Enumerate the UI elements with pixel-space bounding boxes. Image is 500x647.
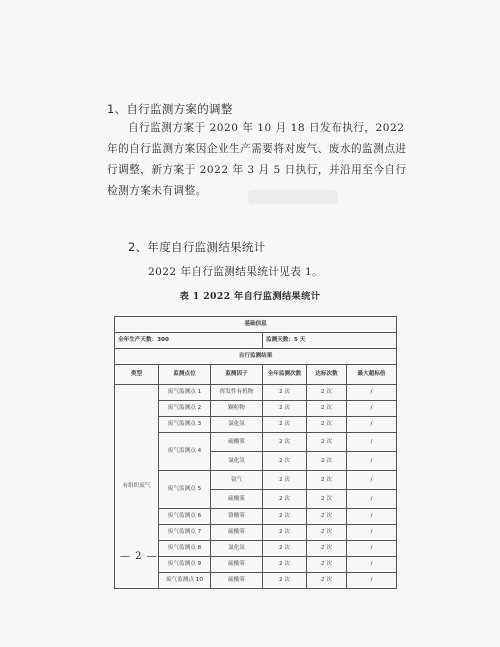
header-site: 监测点位 [159,365,211,385]
standard-cell: 2 次 [307,490,347,509]
section-2-intro: 2022 年自行监测结果统计见表 1。 [148,266,324,278]
max-cell: / [347,452,397,471]
header-max-exceed: 最大超标倍 [347,365,397,385]
factor-cell: 硫酸雾 [211,433,263,452]
max-cell: / [347,490,397,509]
max-cell: / [347,557,397,573]
max-cell: / [347,433,397,452]
basic-info-title: 基础信息 [115,317,397,333]
max-cell: / [347,573,397,589]
header-annual-count: 全年监测次数 [263,365,307,385]
count-cell: 2 次 [263,490,307,509]
site-cell: 废气监测点 10 [159,573,211,589]
table-row [115,385,397,401]
factor-cell: 硫酸雾 [211,557,263,573]
site-cell: 废气监测点 7 [159,525,211,541]
count-cell: 2 次 [263,541,307,557]
standard-cell: 2 次 [307,385,347,401]
factor-cell: 氯化氢 [211,541,263,557]
factor-cell: 挥发性有机物 [211,385,263,401]
count-cell: 2 次 [263,573,307,589]
section-1-paragraph: 自行监测方案于 2020 年 10 月 18 日发布执行，2022 年的自行监测方案因企业生产需要将对废气、废水的监测点进行调整，新方案于 2022 年 3 月 5 日执行，并沿用至今自行检测方案未有调整。 [107,122,407,197]
factor-cell: 硫酸雾 [211,490,263,509]
count-cell: 2 次 [263,385,307,401]
standard-cell: 2 次 [307,525,347,541]
site-cell: 废气监测点 8 [159,541,211,557]
site-cell: 废气监测点 4 [159,433,211,471]
count-cell: 2 次 [263,417,307,433]
factor-cell: 硫酸雾 [211,525,263,541]
count-cell: 2 次 [263,433,307,452]
max-cell: / [347,541,397,557]
count-cell: 2 次 [263,401,307,417]
table-row [115,333,397,349]
page-number: — 2 — [120,551,158,562]
site-cell: 废气监测点 3 [159,417,211,433]
standard-cell: 2 次 [307,573,347,589]
header-type: 类型 [115,365,159,385]
factor-cell: 氨气 [211,471,263,490]
site-cell: 废气监测点 1 [159,385,211,401]
count-cell: 2 次 [263,452,307,471]
header-standard-count: 达标次数 [307,365,347,385]
standard-cell: 2 次 [307,401,347,417]
count-cell: 2 次 [263,471,307,490]
max-cell: / [347,509,397,525]
monitoring-results-table [114,316,397,589]
site-cell: 废气监测点 5 [159,471,211,509]
site-cell: 废气监测点 2 [159,401,211,417]
factor-cell: 氯化氢 [211,417,263,433]
table-row [115,317,397,333]
factor-cell: 颗粒物 [211,401,263,417]
count-cell: 2 次 [263,525,307,541]
max-cell: / [347,471,397,490]
table-header-row [115,365,397,385]
standard-cell: 2 次 [307,509,347,525]
table-row [115,349,397,365]
site-cell: 废气监测点 9 [159,557,211,573]
section-1-heading: 1、自行监测方案的调整 [107,102,233,116]
max-cell: / [347,401,397,417]
standard-cell: 2 次 [307,452,347,471]
header-factor: 监测因子 [211,365,263,385]
max-cell: / [347,525,397,541]
factor-cell: 氯化氢 [211,452,263,471]
category-cell: 有组织废气 [115,385,159,589]
factor-cell: 硫酸雾 [211,573,263,589]
standard-cell: 2 次 [307,541,347,557]
site-cell: 废气监测点 6 [159,509,211,525]
max-cell: / [347,385,397,401]
standard-cell: 2 次 [307,417,347,433]
count-cell: 2 次 [263,509,307,525]
standard-cell: 2 次 [307,471,347,490]
count-cell: 2 次 [263,557,307,573]
standard-cell: 2 次 [307,433,347,452]
results-title: 自行监测结果 [115,349,397,365]
monitoring-days: 监测天数：5 天 [263,333,397,349]
table-caption: 表 1 2022 年自行监测结果统计 [179,291,321,302]
max-cell: / [347,417,397,433]
production-days: 全年生产天数：300 [115,333,263,349]
factor-cell: 铬酸雾 [211,509,263,525]
standard-cell: 2 次 [307,557,347,573]
section-2-heading: 2、年度自行监测结果统计 [128,240,266,254]
